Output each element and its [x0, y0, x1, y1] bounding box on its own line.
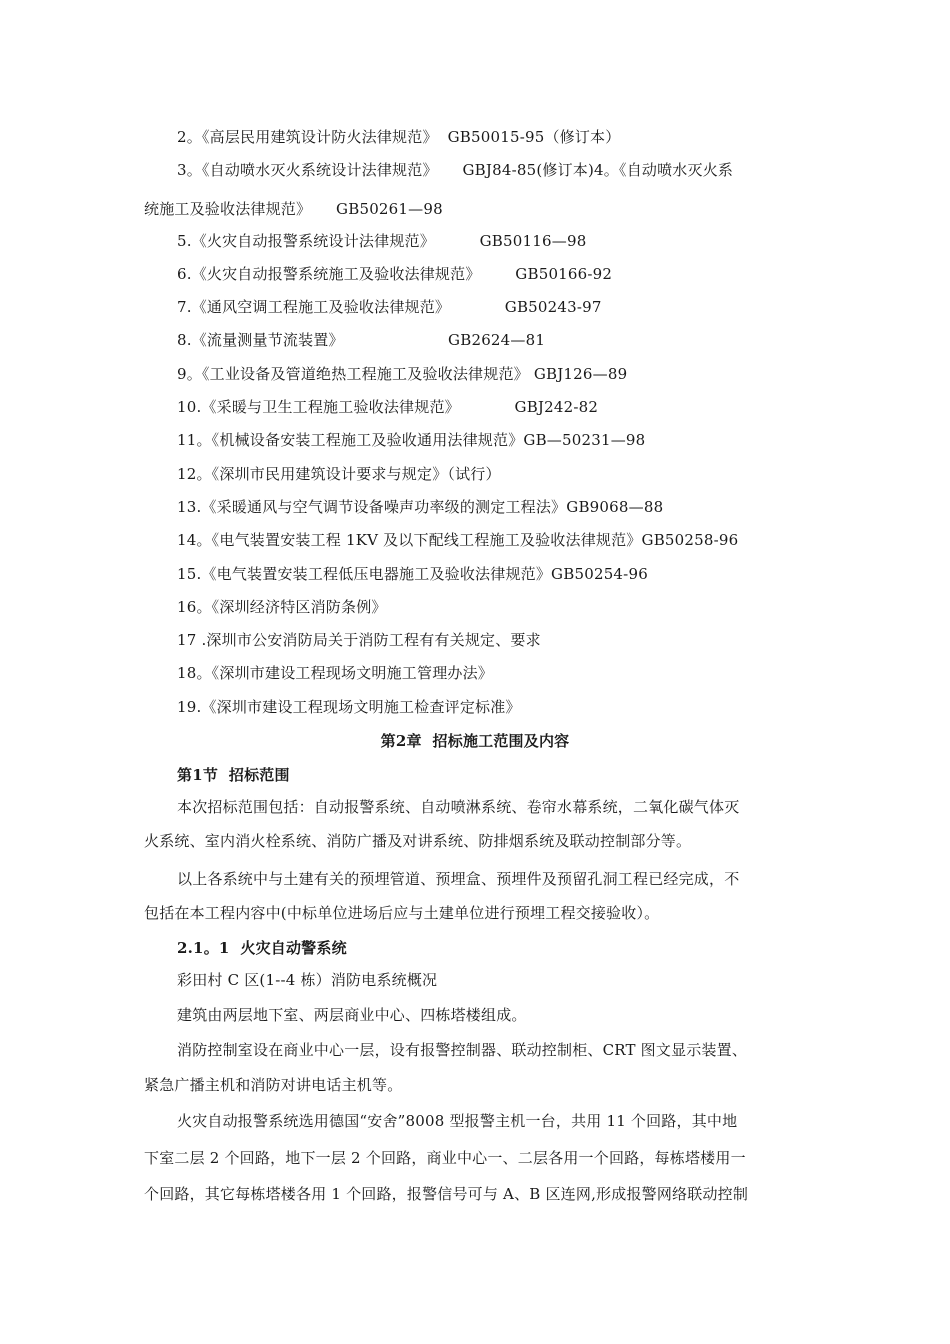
standard-item-9: 9。《工业设备及管道绝热工程施工及验收法律规范》 GBJ126—89 — [177, 365, 628, 383]
standard-item-13: 13.《采暖通风与空气调节设备噪声功率级的测定工程法》GB9068—88 — [177, 498, 664, 516]
standard-item-15: 15.《电气装置安装工程低压电器施工及验收法律规范》GB50254-96 — [177, 565, 648, 583]
exclusion-paragraph-line-1: 以上各系统中与土建有关的预埋管道、预埋盒、预埋件及预留孔洞工程已经完成，不 — [177, 870, 740, 888]
building-composition-text: 建筑由两层地下室、两层商业中心、四栋塔楼组成。 — [177, 1006, 527, 1024]
standard-item-19: 19.《深圳市建设工程现场文明施工检查评定标准》 — [177, 698, 521, 716]
standard-item-14: 14。《电气装置安装工程 1KV 及以下配线工程施工及验收法律规范》GB50258-96 — [177, 531, 739, 549]
standard-item-12: 12。《深圳市民用建筑设计要求与规定》（试行） — [177, 465, 501, 483]
subsection-title: 2.1。1 火灾自动警系统 — [177, 939, 347, 957]
standard-item-5: 5.《火灾自动报警系统设计法律规范》 GB50116—98 — [177, 232, 587, 250]
standard-item-11: 11。《机械设备安装工程施工及验收通用法律规范》GB—50231—98 — [177, 431, 646, 449]
alarm-paragraph-line-1: 火灾自动报警系统选用德国“安舍”8008 型报警主机一台，共用 11 个回路，其中地 — [177, 1112, 738, 1130]
standard-item-16: 16。《深圳经济特区消防条例》 — [177, 598, 387, 616]
standard-item-6: 6.《火灾自动报警系统施工及验收法律规范》 GB50166-92 — [177, 265, 613, 283]
alarm-paragraph-line-2: 下室二层 2 个回路，地下一层 2 个回路，商业中心一、二层各用一个回路，每栋塔楼用一 — [144, 1149, 746, 1167]
section-title: 第1节 招标范围 — [177, 766, 290, 784]
standard-item-2: 2。《高层民用建筑设计防火法律规范》 GB50015-95（修订本） — [177, 128, 621, 146]
control-room-paragraph-line-1: 消防控制室设在商业中心一层，设有报警控制器、联动控制柜、CRT 图文显示装置、 — [177, 1041, 748, 1059]
scope-paragraph-line-2: 火系统、室内消火栓系统、消防广播及对讲系统、防排烟系统及联动控制部分等。 — [144, 832, 692, 850]
standard-item-4-continued: 统施工及验收法律规范》 GB50261—98 — [144, 200, 443, 218]
standard-item-17: 17 .深圳市公安消防局关于消防工程有有关规定、要求 — [177, 631, 541, 649]
alarm-paragraph-line-3: 个回路，其它每栋塔楼各用 1 个回路，报警信号可与 A、B 区连网,形成报警网络联动控制 — [144, 1185, 749, 1203]
standard-item-8: 8.《流量测量节流装置》 GB2624—81 — [177, 331, 546, 349]
scope-paragraph-line-1: 本次招标范围包括：自动报警系统、自动喷淋系统、卷帘水幕系统，二氧化碳气体灭 — [177, 798, 740, 816]
standard-item-3: 3。《自动喷水灭火系统设计法律规范》 GBJ84-85(修订本)4。《自动喷水灭火系 — [177, 161, 734, 179]
standard-item-18: 18。《深圳市建设工程现场文明施工管理办法》 — [177, 664, 493, 682]
exclusion-paragraph-line-2: 包括在本工程内容中(中标单位进场后应与土建单位进行预埋工程交接验收）。 — [144, 904, 660, 922]
control-room-paragraph-line-2: 紧急广播主机和消防对讲电话主机等。 — [144, 1076, 403, 1094]
standard-item-7: 7.《通风空调工程施工及验收法律规范》 GB50243-97 — [177, 298, 602, 316]
system-overview-text: 彩田村 C 区(1--4 栋）消防电系统概况 — [177, 971, 438, 989]
chapter-title: 第2章 招标施工范围及内容 — [380, 732, 570, 750]
standard-item-10: 10.《采暖与卫生工程施工验收法律规范》 GBJ242-82 — [177, 398, 599, 416]
